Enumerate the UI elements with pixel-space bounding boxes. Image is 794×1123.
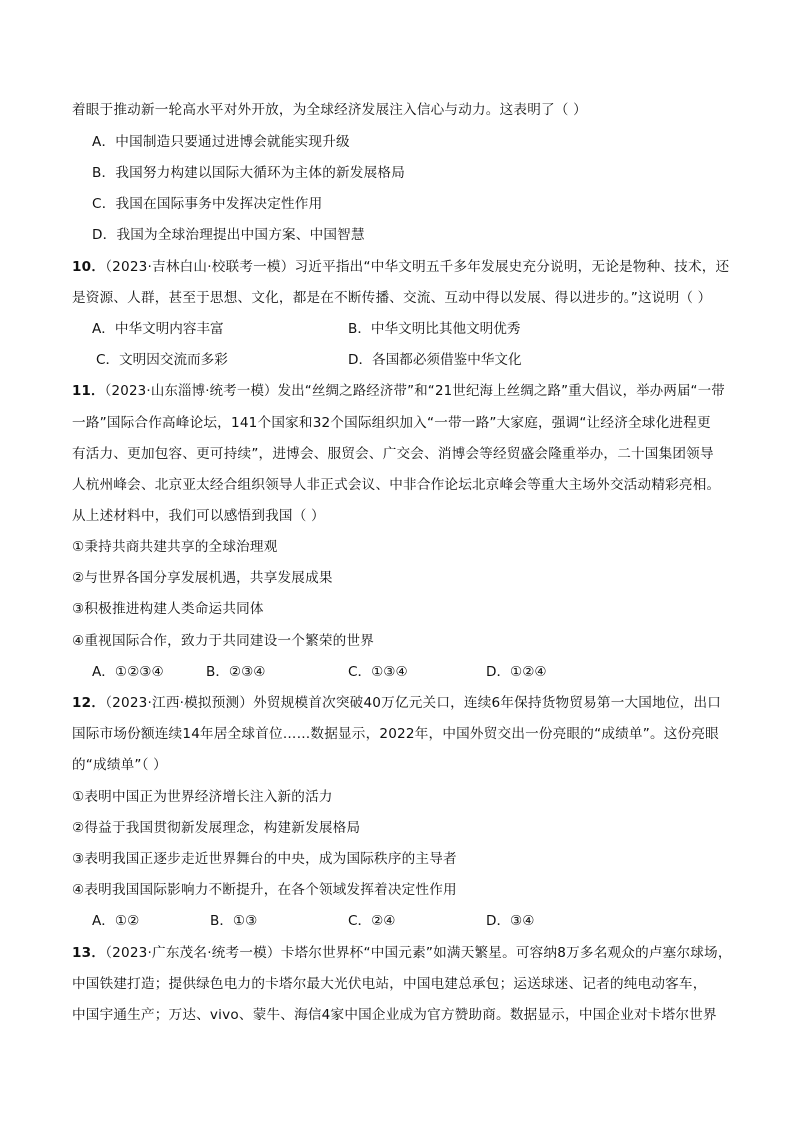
q12-option-d: D．③④ <box>486 913 535 929</box>
q11-option-b: B．②③④ <box>206 664 266 680</box>
q13-stem-line-3: 中国宇通生产；万达、vivo、蒙牛、海信4家中国企业成为官方赞助商。数据显示，中国企业对卡塔尔世界 <box>72 1007 717 1023</box>
q11-stem-line-4: 人杭州峰会、北京亚太经合组织领导人非正式会议、中非合作论坛北京峰会等重大主场外交活动精彩亮相。 <box>72 477 721 493</box>
q12-option-b: B．①③ <box>210 913 258 929</box>
q10-options-row-2 <box>92 350 732 370</box>
q12-stem-line-1 <box>72 693 732 713</box>
q9-stem-tail: 着眼于推动新一轮高水平对外开放，为全球经济发展注入信心与动力。这表明了（ ） <box>72 102 587 118</box>
q11-statement-4: ④重视国际合作，致力于共同建设一个繁荣的世界 <box>72 633 375 649</box>
q11-stem-line-2: 一路”国际合作高峰论坛，141个国家和32个国际组织加入“一带一路”大家庭，强调“让经济全球化进程更 <box>72 415 711 431</box>
q10-stem-line-1 <box>72 257 732 277</box>
q13-number: 13． <box>72 945 106 961</box>
q12-statement-2: ②得益于我国贯彻新发展理念，构建新发展格局 <box>72 820 361 836</box>
q9-option-b: B．我国努力构建以国际大循环为主体的新发展格局 <box>92 165 405 181</box>
q11-option-a: A．①②③④ <box>92 664 164 680</box>
q12-stem-line-2: 国际市场份额连续14年居全球首位……数据显示，2022年，中国外贸交出一份亮眼的“成绩单”。这份亮眼 <box>72 726 719 742</box>
q10-option-c: C．文明因交流而多彩 <box>96 352 228 368</box>
q11-option-d: D．①②④ <box>486 664 547 680</box>
q11-option-c: C．①③④ <box>348 664 408 680</box>
q10-option-a: A．中华文明内容丰富 <box>92 321 224 337</box>
q12-statement-1: ①表明中国正为世界经济增长注入新的活力 <box>72 789 333 805</box>
q12-stem-line-3: 的“成绩单”（ ） <box>72 757 167 773</box>
q12-option-c: C．②④ <box>348 913 396 929</box>
q11-statement-3: ③积极推进构建人类命运共同体 <box>72 601 264 617</box>
q13-stem-line-1 <box>72 943 732 963</box>
q10-stem-text-1: （2023·吉林白山·校联考一模）习近平指出“中华文明五千多年发展史充分说明，无论是物种、技术，还 <box>105 259 730 275</box>
q13-stem-text-1: （2023·广东茂名·统考一模）卡塔尔世界杯“中国元素”如满天繁星。可容纳8万多名观众的卢塞尔球场， <box>105 945 732 961</box>
q12-statement-4: ④表明我国国际影响力不断提升，在各个领域发挥着决定性作用 <box>72 882 457 898</box>
q9-option-a: A．中国制造只要通过进博会就能实现升级 <box>92 134 350 150</box>
q11-statement-1: ①秉持共商共建共享的全球治理观 <box>72 539 278 555</box>
q10-options-row-1 <box>92 319 732 339</box>
q10-number: 10． <box>72 259 106 275</box>
q11-stem-line-3: 有活力、更加包容、更可持续”，进博会、服贸会、广交会、消博会等经贸盛会隆重举办，二十国集团领导 <box>72 446 714 462</box>
q11-statement-2: ②与世界各国分享发展机遇，共享发展成果 <box>72 570 333 586</box>
q11-stem-text-1: （2023·山东淄博·统考一模）发出“丝绸之路经济带”和“21世纪海上丝绸之路”重大倡议，举办两届“一带 <box>104 384 725 399</box>
q10-option-d: D．各国都必须借鉴中华文化 <box>348 352 522 368</box>
q13-stem-line-2: 中国铁建打造；提供绿色电力的卡塔尔最大光伏电站，中国电建总承包；运送球迷、记者的纯电动客车， <box>72 976 707 992</box>
q11-stem-line-1 <box>72 382 732 402</box>
q11-stem-line-5: 从上述材料中，我们可以感悟到我国（ ） <box>72 508 325 524</box>
q12-options-row <box>92 911 732 931</box>
q9-option-d: D．我国为全球治理提出中国方案、中国智慧 <box>92 227 365 243</box>
q9-option-c: C．我国在国际事务中发挥决定性作用 <box>92 196 323 212</box>
q11-number: 11． <box>72 384 105 399</box>
q12-option-a: A．①② <box>92 913 140 929</box>
q10-option-b: B．中华文明比其他文明优秀 <box>348 321 521 337</box>
q11-options-row <box>92 662 732 682</box>
q10-stem-line-2: 是资源、人群，甚至于思想、文化，都是在不断传播、交流、互动中得以发展、得以进步的。”这说明（ ） <box>72 290 712 306</box>
q12-stem-text-1: （2023·江西·模拟预测）外贸规模首次突破40万亿元关口，连续6年保持货物贸易第一大国地位，出口 <box>105 695 722 711</box>
q12-statement-3: ③表明我国正逐步走近世界舞台的中央，成为国际秩序的主导者 <box>72 851 457 867</box>
q12-number: 12． <box>72 695 106 711</box>
